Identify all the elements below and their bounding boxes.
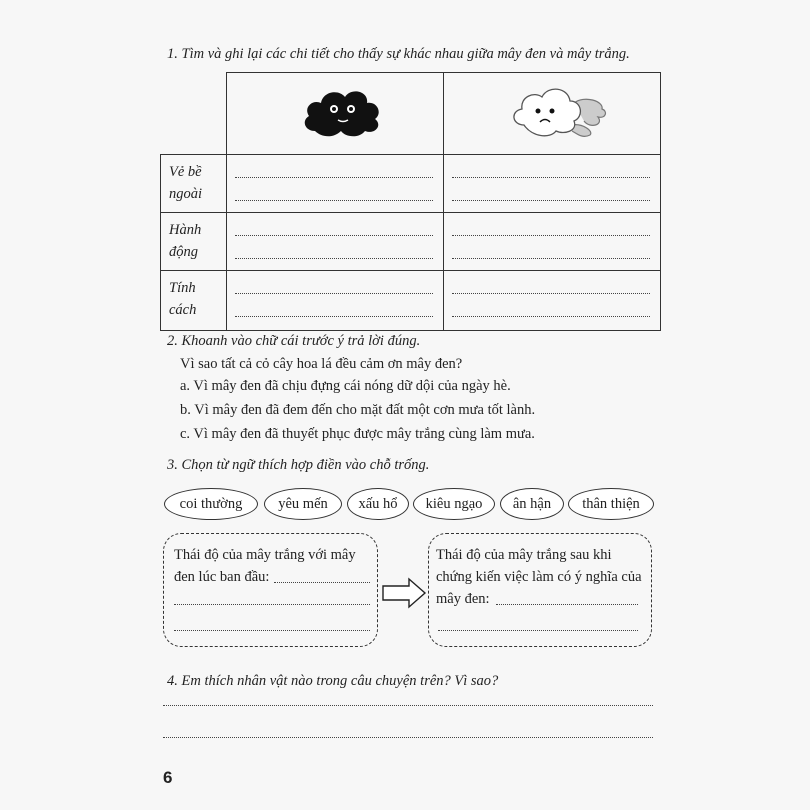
left-answer-line[interactable] [174, 630, 370, 631]
answer-cell[interactable] [443, 155, 660, 213]
white-cloud-icon [444, 73, 660, 149]
word-kieu-ngao[interactable]: kiêu ngạo [413, 488, 495, 520]
q2-option-c[interactable]: c. Vì mây đen đã thuyết phục được mây trắng cùng làm mưa. [180, 426, 535, 442]
left-answer-line[interactable] [174, 604, 370, 605]
white-cloud-cell [443, 73, 660, 155]
q3-title: 3. Chọn từ ngữ thích hợp điền vào chỗ trống. [167, 457, 430, 473]
word-an-han[interactable]: ân hận [500, 488, 564, 520]
answer-cell[interactable] [226, 271, 443, 331]
table-row [161, 271, 661, 331]
q4-answer-line[interactable] [163, 705, 653, 706]
left-answer-line[interactable] [274, 582, 370, 583]
right-arrow-icon [381, 577, 427, 609]
answer-cell[interactable] [226, 155, 443, 213]
row-label: Vẻ bề ngoài [161, 155, 227, 213]
comparison-table [160, 72, 661, 331]
answer-cell[interactable] [443, 213, 660, 271]
left-box-line1: Thái độ của mây trắng với mây [174, 547, 356, 563]
q2-title: 2. Khoanh vào chữ cái trước ý trả lời đúng. [167, 333, 421, 349]
black-cloud-cell [226, 73, 443, 155]
word-coi-thuong[interactable]: coi thường [164, 488, 258, 520]
answer-cell[interactable] [443, 271, 660, 331]
word-yeu-men[interactable]: yêu mến [264, 488, 342, 520]
left-box-line2: đen lúc ban đầu: [174, 569, 270, 585]
right-box-line3: mây đen: [436, 591, 490, 607]
row-label: Hành động [161, 213, 227, 271]
black-cloud-icon [227, 73, 443, 149]
right-box-line2: chứng kiến việc làm có ý nghĩa của [436, 569, 642, 585]
q2-question: Vì sao tất cả cỏ cây hoa lá đều cảm ơn mây đen? [180, 356, 463, 372]
q4-answer-line[interactable] [163, 737, 653, 738]
page-number: 6 [163, 768, 173, 787]
q4-title: 4. Em thích nhân vật nào trong câu chuyện trên? Vì sao? [167, 673, 499, 689]
row-label: Tính cách [161, 271, 227, 331]
table-row [161, 213, 661, 271]
q2-option-b[interactable]: b. Vì mây đen đã đem đến cho mặt đất một cơn mưa tốt lành. [180, 402, 536, 418]
table-row [161, 155, 661, 213]
right-answer-line[interactable] [496, 604, 638, 605]
q2-option-a[interactable]: a. Vì mây đen đã chịu đựng cái nóng dữ dội của ngày hè. [180, 378, 511, 394]
right-answer-line[interactable] [438, 630, 638, 631]
table-corner [161, 73, 227, 155]
answer-cell[interactable] [226, 213, 443, 271]
q1-title: 1. Tìm và ghi lại các chi tiết cho thấy sự khác nhau giữa mây đen và mây trắng. [167, 46, 630, 62]
word-xau-ho[interactable]: xấu hổ [347, 488, 409, 520]
word-than-thien[interactable]: thân thiện [568, 488, 654, 520]
right-box-line1: Thái độ của mây trắng sau khi [436, 547, 612, 563]
